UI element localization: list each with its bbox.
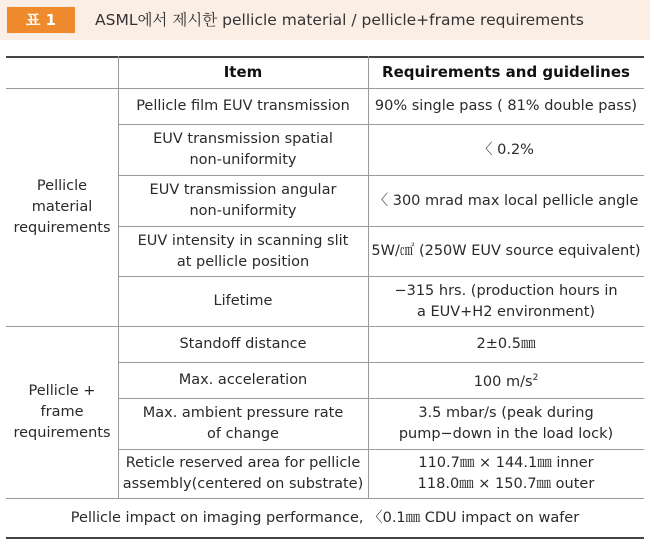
req-max-acceleration: 100 $m/s^2$ <box>473 373 539 390</box>
req-reserved-area: 110.7㎜ × 144.1㎜ inner 118.0㎜ × 150.7㎜ outer <box>417 455 595 492</box>
table-caption-bar <box>0 0 650 40</box>
item-spatial-uniformity: EUV transmission spatial non-uniformity <box>153 131 333 168</box>
item-film-transmission: Pellicle film EUV transmission <box>136 98 350 114</box>
group-label-pellicle-frame: Pellicle + frame requirements <box>13 383 111 441</box>
header-item: Item <box>223 63 263 81</box>
req-angular-uniformity: 〈 300 mrad max local pellicle angle <box>373 192 639 209</box>
item-lifetime: Lifetime <box>213 293 273 309</box>
header-requirements: Requirements and guidelines <box>382 63 630 81</box>
req-lifetime: −315 hrs. (production hours in a EUV+H2 environment) <box>394 282 618 320</box>
item-max-acceleration: Max. acceleration <box>178 372 308 388</box>
req-pressure-rate: 3.5 mbar/s (peak during pump−down in the load lock) <box>398 405 614 442</box>
item-standoff-distance: Standoff distance <box>179 336 307 352</box>
req-standoff-distance: 2±0.5㎜ <box>476 336 536 352</box>
item-angular-uniformity: EUV transmission angular non-uniformity <box>149 182 337 219</box>
table-title: ASML에서 제시한 pellicle material / pellicle+frame requirements <box>95 11 584 29</box>
table-footer-note: Pellicle impact on imaging performance, 〈0.1㎜ CDU impact on wafer <box>70 509 580 526</box>
item-reserved-area: Reticle reserved area for pellicle assembly(centered on substrate) <box>122 455 364 492</box>
item-euv-intensity: EUV intensity in scanning slit at pellicle position <box>137 232 349 270</box>
group-label-pellicle-material: Pellicle material requirements <box>13 178 111 236</box>
item-pressure-rate: Max. ambient pressure rate of change <box>142 405 344 442</box>
table-number-tag: 표 1 <box>7 7 75 33</box>
req-euv-intensity: 5W/㎠ (250W EUV source equivalent) <box>371 243 641 259</box>
req-spatial-uniformity: 〈 0.2% <box>478 141 534 158</box>
req-film-transmission: 90% single pass ( 81% double pass) <box>374 98 638 114</box>
